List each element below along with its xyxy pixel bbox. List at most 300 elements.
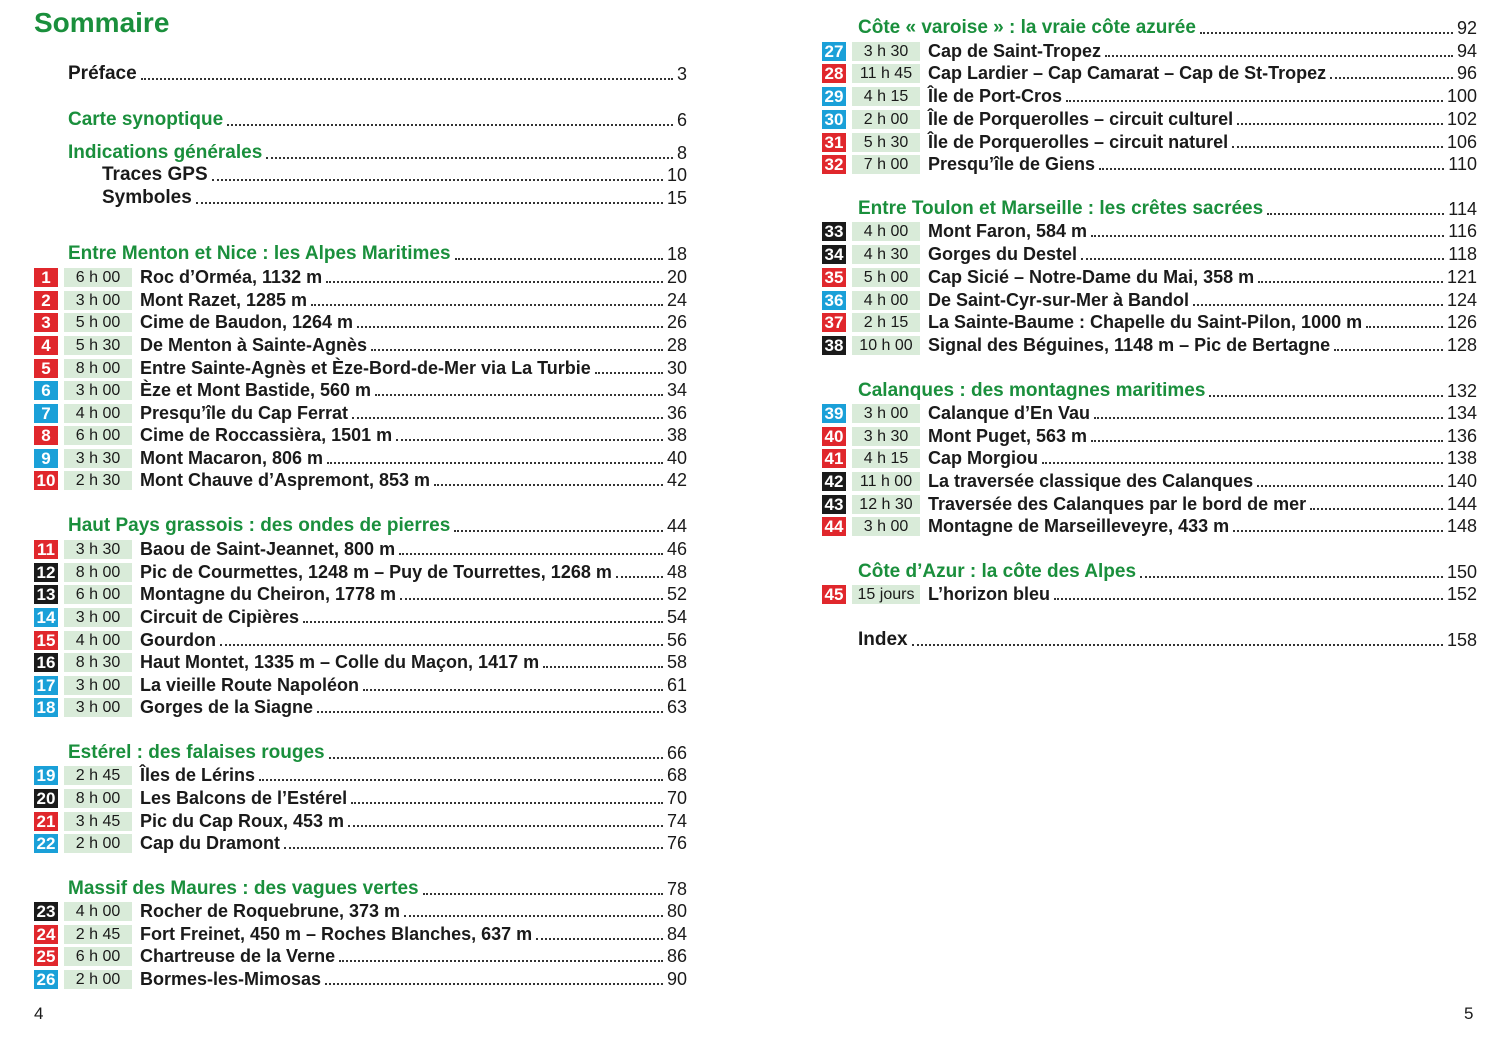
toc-entry — [34, 402, 687, 424]
dot-leader — [1334, 349, 1443, 351]
route-number-badge: 29 — [822, 87, 846, 106]
duration-label: 11 h 45 — [852, 64, 920, 83]
toc-page-number: 94 — [1456, 41, 1477, 61]
toc-entry-title: Carte synoptique — [68, 109, 224, 130]
dot-leader — [363, 689, 663, 691]
dot-leader — [317, 711, 663, 713]
route-number-badge: 26 — [34, 970, 58, 989]
route-number-badge: 44 — [822, 517, 846, 536]
toc-page-number: 152 — [1446, 584, 1477, 604]
toc-entry-title: Traversée des Calanques par le bord de mer — [928, 494, 1307, 514]
dot-leader — [259, 779, 663, 781]
toc-entry-title: Cap Lardier – Cap Camarat – Cap de St-Tropez — [928, 63, 1327, 83]
toc-page-number: 30 — [666, 358, 687, 378]
route-number-badge: 12 — [34, 563, 58, 582]
duration-label: 3 h 00 — [852, 404, 920, 423]
dot-leader — [311, 304, 663, 306]
duration-label: 2 h 00 — [64, 834, 132, 853]
dot-leader — [351, 802, 663, 804]
toc-entry-title: Préface — [68, 63, 137, 84]
toc-page-number: 124 — [1446, 290, 1477, 310]
dot-leader — [1099, 168, 1444, 170]
toc-page-number: 24 — [666, 290, 687, 310]
toc-page-number: 38 — [666, 425, 687, 445]
dot-leader — [396, 439, 663, 441]
dot-leader — [1330, 77, 1453, 79]
toc-page-number: 140 — [1446, 471, 1477, 491]
dot-leader — [1310, 508, 1443, 510]
toc-section — [68, 742, 687, 764]
toc-section — [68, 515, 687, 537]
toc-page-number: 52 — [666, 584, 687, 604]
toc-entry-title: La traversée classique des Calanques — [928, 471, 1254, 491]
duration-label: 5 h 00 — [852, 268, 920, 287]
toc-page-number: 114 — [1448, 199, 1477, 219]
toc-entry — [822, 447, 1477, 469]
route-number-badge: 6 — [34, 381, 58, 400]
route-number-badge: 7 — [34, 404, 58, 423]
toc-entry-title: Symboles — [102, 187, 192, 208]
toc-page-number: 118 — [1448, 244, 1477, 264]
dot-leader — [1140, 576, 1443, 578]
dot-leader — [326, 281, 663, 283]
route-number-badge: 36 — [822, 291, 846, 310]
dot-leader — [1232, 146, 1443, 148]
toc-entry — [34, 334, 687, 356]
route-number-badge: 40 — [822, 427, 846, 446]
toc-entry-title: Côte d’Azur : la côte des Alpes — [858, 561, 1137, 582]
toc-entry-title: Cap Sicié – Notre-Dame du Mai, 358 m — [928, 267, 1255, 287]
dot-leader — [1257, 485, 1443, 487]
toc-entry — [34, 266, 687, 288]
toc-entry — [34, 787, 687, 809]
toc-entry-title: Estérel : des falaises rouges — [68, 742, 325, 763]
toc-section — [68, 878, 687, 900]
route-number-badge: 45 — [822, 585, 846, 604]
toc-entry-title: Haut Montet, 1335 m – Colle du Maçon, 1417 m — [140, 652, 540, 672]
duration-label: 4 h 15 — [852, 449, 920, 468]
route-number-badge: 15 — [34, 631, 58, 650]
toc-entry-title: Cap Morgiou — [928, 448, 1038, 468]
dot-leader — [595, 372, 663, 374]
dot-leader — [1105, 55, 1453, 57]
duration-label: 3 h 00 — [64, 698, 132, 717]
route-number-badge: 38 — [822, 336, 846, 355]
toc-page-number: 90 — [666, 969, 687, 989]
dot-leader — [375, 394, 663, 396]
route-number-badge: 22 — [34, 834, 58, 853]
toc-entry-title: Calanque d’En Vau — [928, 403, 1091, 423]
toc-entry — [822, 425, 1477, 447]
toc-entry-title: De Saint-Cyr-sur-Mer à Bandol — [928, 290, 1190, 310]
toc-item — [68, 63, 687, 85]
toc-entry-title: Signal des Béguines, 1148 m – Pic de Bertagne — [928, 335, 1331, 355]
dot-leader — [1209, 395, 1443, 397]
toc-page-number: 86 — [666, 946, 687, 966]
route-number-badge: 37 — [822, 313, 846, 332]
dot-leader — [455, 258, 663, 260]
duration-label: 6 h 00 — [64, 585, 132, 604]
dot-leader — [1366, 326, 1443, 328]
toc-entry-title: Les Balcons de l’Estérel — [140, 788, 348, 808]
duration-label: 4 h 00 — [852, 291, 920, 310]
toc-page-number: 8 — [676, 143, 687, 163]
toc-entry-title: Mont Faron, 584 m — [928, 221, 1088, 241]
duration-label: 4 h 00 — [64, 404, 132, 423]
route-number-badge: 9 — [34, 449, 58, 468]
toc-page-number: 132 — [1446, 381, 1477, 401]
dot-leader — [327, 462, 663, 464]
route-number-badge: 24 — [34, 925, 58, 944]
duration-label: 3 h 30 — [852, 427, 920, 446]
dot-leader — [220, 644, 663, 646]
toc-page-number: 76 — [666, 833, 687, 853]
dot-leader — [1233, 530, 1443, 532]
dot-leader — [399, 553, 663, 555]
toc-page-number: 134 — [1446, 403, 1477, 423]
route-number-badge: 16 — [34, 653, 58, 672]
duration-label: 3 h 30 — [64, 540, 132, 559]
toc-entry-title: Île de Port-Cros — [928, 86, 1063, 106]
dot-leader — [284, 847, 663, 849]
toc-page-number: 36 — [666, 403, 687, 423]
toc-page-number: 20 — [666, 267, 687, 287]
route-number-badge: 5 — [34, 359, 58, 378]
route-number-badge: 18 — [34, 698, 58, 717]
dot-leader — [212, 179, 663, 181]
toc-page-number: 58 — [666, 652, 687, 672]
toc-page-number: 84 — [666, 924, 687, 944]
dot-leader — [1081, 258, 1444, 260]
route-number-badge: 34 — [822, 245, 846, 264]
toc-page-number: 34 — [666, 380, 687, 400]
duration-label: 8 h 00 — [64, 563, 132, 582]
dot-leader — [196, 202, 663, 204]
duration-label: 3 h 00 — [64, 381, 132, 400]
toc-entry-title: Calanques : des montagnes maritimes — [858, 380, 1206, 401]
route-number-badge: 25 — [34, 947, 58, 966]
duration-label: 15 jours — [852, 585, 920, 604]
duration-label: 8 h 00 — [64, 359, 132, 378]
toc-entry-title: Mont Puget, 563 m — [928, 426, 1088, 446]
toc-entry — [34, 538, 687, 560]
toc-entry — [822, 311, 1477, 333]
toc-entry — [822, 108, 1477, 130]
toc-entry — [34, 651, 687, 673]
route-number-badge: 30 — [822, 110, 846, 129]
dot-leader — [1091, 440, 1443, 442]
toc-page-number: 106 — [1446, 132, 1477, 152]
dot-leader — [325, 983, 663, 985]
toc-entry — [34, 561, 687, 583]
toc-page-number: 138 — [1446, 448, 1477, 468]
toc-page-number: 136 — [1446, 426, 1477, 446]
toc-entry-title: La Sainte-Baume : Chapelle du Saint-Pilon, 1000 m — [928, 312, 1363, 332]
toc-page-number: 28 — [666, 335, 687, 355]
toc-page-number: 6 — [676, 110, 687, 130]
toc-entry-title: Èze et Mont Bastide, 560 m — [140, 380, 372, 400]
toc-entry — [34, 674, 687, 696]
toc-entry-title: Île de Porquerolles – circuit culturel — [928, 109, 1234, 129]
toc-entry-title: Mont Razet, 1285 m — [140, 290, 308, 310]
toc-page-number: 26 — [666, 312, 687, 332]
toc-page-number: 3 — [676, 64, 687, 84]
duration-label: 3 h 45 — [64, 812, 132, 831]
duration-label: 7 h 00 — [852, 155, 920, 174]
toc-page-number: 48 — [666, 562, 687, 582]
toc-page-number: 66 — [666, 743, 687, 763]
toc-entry — [34, 289, 687, 311]
route-number-badge: 32 — [822, 155, 846, 174]
route-number-badge: 20 — [34, 789, 58, 808]
dot-leader — [1193, 304, 1443, 306]
toc-entry — [822, 243, 1477, 265]
toc-entry-title: Circuit de Cipières — [140, 607, 300, 627]
toc-entry-title: Cime de Roccassièra, 1501 m — [140, 425, 393, 445]
toc-entry-title: Presqu’île du Cap Ferrat — [140, 403, 349, 423]
toc-page-number: 92 — [1456, 18, 1477, 38]
route-number-badge: 8 — [34, 426, 58, 445]
toc-page-number: 10 — [666, 165, 687, 185]
dot-leader — [1258, 281, 1443, 283]
toc-section — [858, 561, 1477, 583]
toc-entry — [34, 900, 687, 922]
route-number-badge: 13 — [34, 585, 58, 604]
toc-entry — [34, 923, 687, 945]
duration-label: 4 h 00 — [64, 902, 132, 921]
route-number-badge: 42 — [822, 472, 846, 491]
toc-entry-title: Montagne du Cheiron, 1778 m — [140, 584, 397, 604]
toc-item — [858, 629, 1477, 651]
toc-entry-title: Rocher de Roquebrune, 373 m — [140, 901, 401, 921]
duration-label: 2 h 45 — [64, 925, 132, 944]
duration-label: 4 h 00 — [852, 222, 920, 241]
dot-leader — [1054, 598, 1443, 600]
toc-entry — [822, 289, 1477, 311]
toc-entry — [34, 379, 687, 401]
toc-page-number: 68 — [666, 765, 687, 785]
route-number-badge: 10 — [34, 471, 58, 490]
duration-label: 5 h 30 — [64, 336, 132, 355]
toc-section — [68, 243, 687, 265]
toc-entry — [822, 62, 1477, 84]
duration-label: 6 h 00 — [64, 268, 132, 287]
route-number-badge: 21 — [34, 812, 58, 831]
toc-page-number: 15 — [666, 188, 687, 208]
duration-label: 3 h 00 — [64, 291, 132, 310]
toc-page-number: 148 — [1446, 516, 1477, 536]
toc-entry-title: Gorges du Destel — [928, 244, 1078, 264]
route-number-badge: 23 — [34, 902, 58, 921]
toc-entry-title: Presqu’île de Giens — [928, 154, 1096, 174]
dot-leader — [352, 417, 663, 419]
toc-page-number: 158 — [1446, 630, 1477, 650]
toc-entry-title: Côte « varoise » : la vraie côte azurée — [858, 17, 1196, 38]
dot-leader — [1091, 235, 1444, 237]
route-number-badge: 11 — [34, 540, 58, 559]
route-number-badge: 2 — [34, 291, 58, 310]
toc-entry-title: Indications générales — [68, 142, 263, 163]
toc-entry-title: Pic du Cap Roux, 453 m — [140, 811, 345, 831]
toc-entry-title: Massif des Maures : des vagues vertes — [68, 878, 419, 899]
toc-entry-title: Entre Toulon et Marseille : les crêtes sacrées — [858, 198, 1264, 219]
dot-leader — [434, 484, 663, 486]
toc-entry-title: Mont Macaron, 806 m — [140, 448, 324, 468]
toc-page-number: 56 — [666, 630, 687, 650]
toc-entry-title: Traces GPS — [102, 164, 208, 185]
toc-entry-title: Gourdon — [140, 630, 216, 650]
duration-label: 11 h 00 — [852, 472, 920, 491]
toc-entry — [34, 447, 687, 469]
toc-entry — [822, 266, 1477, 288]
toc-section — [858, 198, 1477, 220]
duration-label: 2 h 45 — [64, 766, 132, 785]
toc-entry-title: Bormes-les-Mimosas — [140, 969, 322, 989]
dot-leader — [400, 598, 663, 600]
toc-entry-title: Gorges de la Siagne — [140, 697, 314, 717]
dot-leader — [303, 621, 663, 623]
dot-leader — [543, 666, 663, 668]
page-title: Sommaire — [34, 7, 170, 38]
toc-page-number: 100 — [1446, 86, 1477, 106]
route-number-badge: 41 — [822, 449, 846, 468]
toc-entry — [34, 968, 687, 990]
toc-entry — [822, 470, 1477, 492]
toc-page-number: 63 — [666, 697, 687, 717]
page-number-left: 4 — [34, 1004, 44, 1023]
toc-entry-title: De Menton à Sainte-Agnès — [140, 335, 368, 355]
toc-entry — [34, 810, 687, 832]
toc-entry-title: Entre Menton et Nice : les Alpes Maritimes — [68, 243, 451, 264]
toc-page-number: 110 — [1448, 154, 1477, 174]
toc-page-number: 144 — [1446, 494, 1477, 514]
route-number-badge: 4 — [34, 336, 58, 355]
toc-entry — [822, 515, 1477, 537]
toc-entry-title: Haut Pays grassois : des ondes de pierres — [68, 515, 451, 536]
dot-leader — [423, 893, 663, 895]
dot-leader — [1267, 213, 1444, 215]
toc-entry — [822, 153, 1477, 175]
toc-page-number: 80 — [666, 901, 687, 921]
route-number-badge: 14 — [34, 608, 58, 627]
toc-entry — [822, 220, 1477, 242]
toc-entry — [34, 311, 687, 333]
duration-label: 4 h 15 — [852, 87, 920, 106]
toc-entry-title: Entre Sainte-Agnès et Èze-Bord-de-Mer via La Turbie — [140, 358, 591, 378]
toc-entry-title: Île de Porquerolles – circuit naturel — [928, 132, 1229, 152]
toc-item — [102, 164, 687, 186]
route-number-badge: 19 — [34, 766, 58, 785]
dot-leader — [371, 349, 663, 351]
dot-leader — [454, 530, 663, 532]
toc-page-number: 96 — [1456, 63, 1477, 83]
duration-label: 4 h 00 — [64, 631, 132, 650]
duration-label: 3 h 30 — [852, 42, 920, 61]
duration-label: 2 h 00 — [852, 110, 920, 129]
dot-leader — [357, 326, 663, 328]
route-number-badge: 28 — [822, 64, 846, 83]
duration-label: 2 h 00 — [64, 970, 132, 989]
toc-entry — [34, 357, 687, 379]
route-number-badge: 3 — [34, 313, 58, 332]
duration-label: 10 h 00 — [852, 336, 920, 355]
toc-entry-title: Roc d’Orméa, 1132 m — [140, 267, 323, 287]
toc-entry — [34, 696, 687, 718]
toc-page-number: 102 — [1446, 109, 1477, 129]
duration-label: 6 h 00 — [64, 947, 132, 966]
duration-label: 8 h 30 — [64, 653, 132, 672]
route-number-badge: 39 — [822, 404, 846, 423]
toc-entry — [822, 402, 1477, 424]
toc-page-number: 42 — [666, 470, 687, 490]
duration-label: 5 h 00 — [64, 313, 132, 332]
toc-section — [858, 380, 1477, 402]
route-number-badge: 31 — [822, 133, 846, 152]
toc-entry-title: Baou de Saint-Jeannet, 800 m — [140, 539, 396, 559]
toc-entry — [34, 945, 687, 967]
duration-label: 3 h 00 — [852, 517, 920, 536]
dot-leader — [1200, 32, 1453, 34]
dot-leader — [404, 915, 663, 917]
toc-page-number: 44 — [666, 516, 687, 536]
dot-leader — [1094, 417, 1443, 419]
toc-entry — [822, 334, 1477, 356]
route-number-badge: 17 — [34, 676, 58, 695]
toc-page-number: 74 — [666, 811, 687, 831]
dot-leader — [141, 78, 673, 80]
toc-entry — [34, 469, 687, 491]
toc-entry-title: Îles de Lérins — [140, 765, 256, 785]
route-number-badge: 35 — [822, 268, 846, 287]
duration-label: 12 h 30 — [852, 495, 920, 514]
toc-entry — [34, 606, 687, 628]
toc-section — [68, 109, 687, 131]
toc-entry — [822, 131, 1477, 153]
duration-label: 8 h 00 — [64, 789, 132, 808]
dot-leader — [536, 938, 663, 940]
toc-entry — [34, 629, 687, 651]
duration-label: 2 h 15 — [852, 313, 920, 332]
toc-page-number: 150 — [1446, 562, 1477, 582]
toc-entry-title: La vieille Route Napoléon — [140, 675, 360, 695]
toc-entry-title: Pic de Courmettes, 1248 m – Puy de Tourrettes, 1268 m — [140, 562, 612, 582]
toc-entry — [822, 40, 1477, 62]
duration-label: 2 h 30 — [64, 471, 132, 490]
dot-leader — [348, 825, 663, 827]
toc-entry-title: Mont Chauve d’Aspremont, 853 m — [140, 470, 431, 490]
dot-leader — [912, 644, 1443, 646]
duration-label: 3 h 00 — [64, 676, 132, 695]
dot-leader — [339, 960, 663, 962]
toc-section — [68, 142, 687, 164]
dot-leader — [1042, 462, 1443, 464]
toc-entry-title: Index — [858, 629, 908, 650]
toc-page-number: 40 — [666, 448, 687, 468]
route-number-badge: 43 — [822, 495, 846, 514]
toc-entry — [34, 424, 687, 446]
dot-leader — [227, 124, 673, 126]
toc-entry — [34, 583, 687, 605]
toc-entry-title: Chartreuse de la Verne — [140, 946, 336, 966]
route-number-badge: 27 — [822, 42, 846, 61]
toc-entry-title: L’horizon bleu — [928, 584, 1050, 604]
toc-entry-title: Cap de Saint-Tropez — [928, 41, 1102, 61]
toc-page-number: 128 — [1446, 335, 1477, 355]
toc-page-number: 70 — [666, 788, 687, 808]
toc-entry — [34, 832, 687, 854]
toc-page-number: 54 — [666, 607, 687, 627]
dot-leader — [266, 157, 673, 159]
